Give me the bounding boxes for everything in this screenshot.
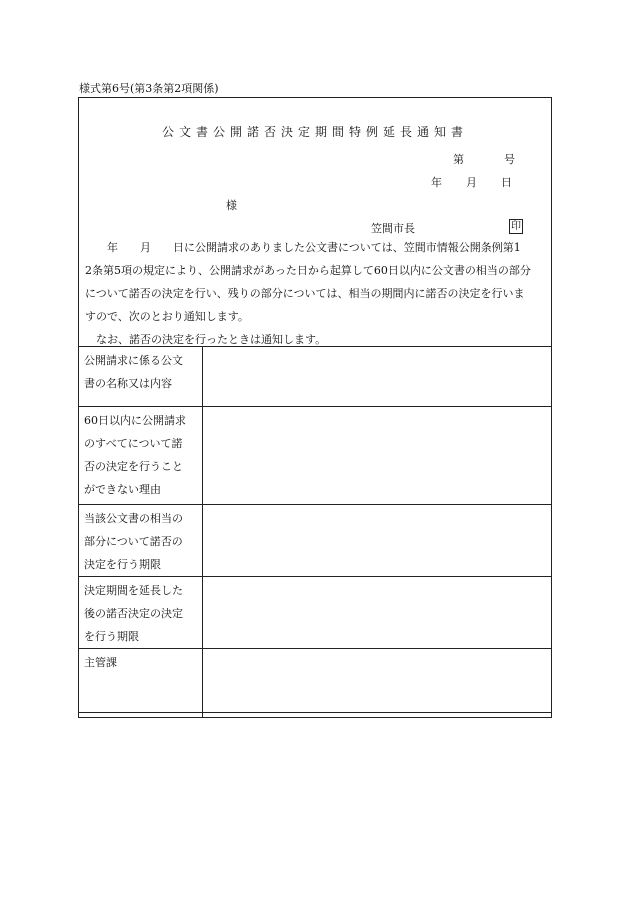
row-value-cell[interactable] [203,347,552,407]
row-label: 60日以内に公開請求 のすべてについて諾 否の決定を行うこと ができない理由 [79,407,203,505]
notice-form [78,97,552,713]
body-line-3: について諾否の決定を行い、残りの部分については、相当の期間内に諾否の決定を行いま [85,287,525,300]
row-value-cell[interactable] [203,505,552,577]
row-value-cell[interactable] [203,577,552,649]
row-label: 公開請求に係る公文 書の名称又は内容 [79,347,203,407]
body-line-4: すので、次のとおり通知します。 [85,310,249,323]
seal-mark: 印 [511,221,521,232]
table-row [79,407,552,505]
date-year: 年 [431,176,442,189]
form-reference: 様式第6号(第3条第2項関係) [79,82,219,95]
table-row [79,577,552,649]
number-label-go: 号 [504,153,515,166]
row-value-cell[interactable] [203,649,552,718]
table-row [79,347,552,407]
row-label: 決定期間を延長した 後の諾否決定の決定 を行う期限 [79,577,203,649]
row-label: 当該公文書の相当の 部分について諾否の 決定を行う期限 [79,505,203,577]
body-line-2: 2条第5項の規定により、公開請求があった日から起算して60日以内に公文書の相当の部分 [85,264,531,277]
row-label: 主管課 [79,649,203,718]
body-line-5: なお、諾否の決定を行ったときは通知します。 [96,333,327,346]
date-day: 日 [501,176,512,189]
issuer-name: 笠間市長 [371,222,415,235]
addressee-suffix: 様 [226,199,237,212]
table-row [79,505,552,577]
row-value-cell[interactable] [203,407,552,505]
number-label-dai: 第 [453,153,464,166]
date-month: 月 [466,176,477,189]
table-row [79,649,552,718]
details-table [78,346,552,718]
document-title: 公文書公開諾否決定期間特例延長通知書 [161,125,468,139]
body-line-1: 年 月 日に公開請求のありました公文書については、笠間市情報公開条例第1 [107,241,521,254]
